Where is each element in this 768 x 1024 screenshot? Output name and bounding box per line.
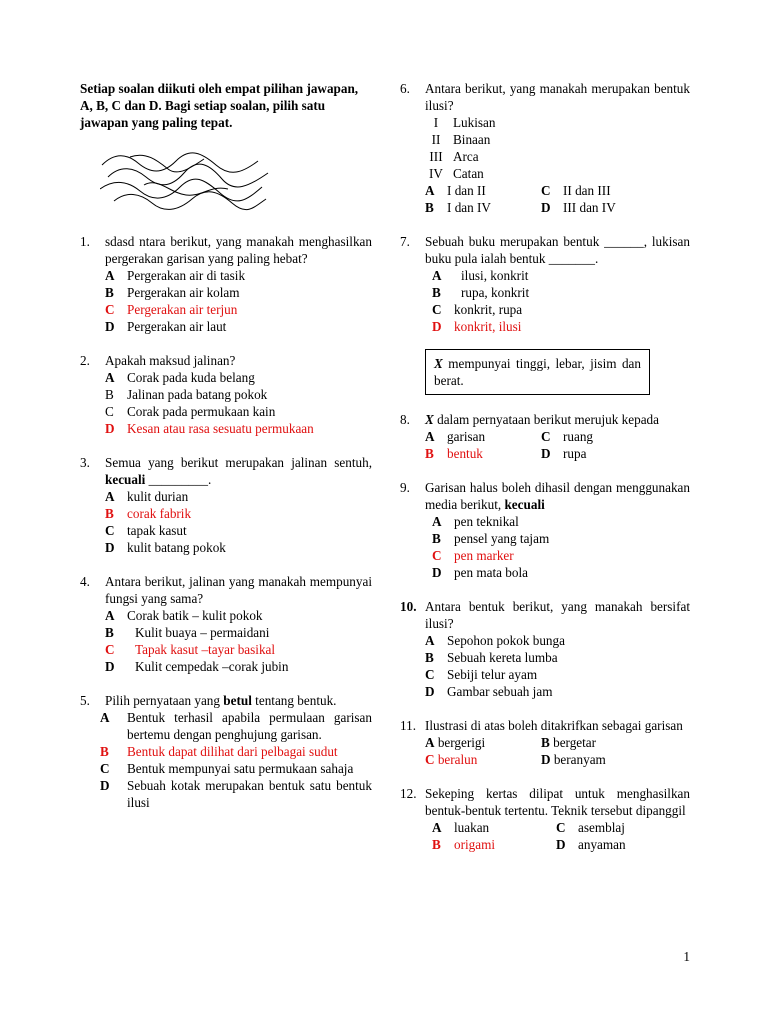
question-number: 3. [80, 455, 90, 470]
option-c-answer[interactable]: C Pergerakan air terjun [105, 302, 238, 317]
question-number: 8. [400, 412, 410, 427]
question-text: Ilustrasi di atas boleh ditakrifkan sebagai garisan [425, 718, 683, 733]
option-b[interactable]: B pensel yang tajam [432, 531, 550, 546]
question-text: Pilih pernyataan yang betul tentang bentuk. [105, 693, 337, 708]
question-number: 10. [400, 599, 417, 614]
question-text: Sebuah buku merupakan bentuk ______, lukisan buku pula ialah bentuk _______. [425, 234, 690, 266]
wavy-lines-illustration [100, 151, 270, 211]
question-6 [400, 80, 690, 216]
option-b-answer[interactable]: B Bentuk dapat dilihat dari pelbagai sudut [100, 744, 338, 759]
question-3 [80, 454, 372, 556]
roman-item: I Lukisan [433, 115, 496, 130]
option-d[interactable]: D Pergerakan air laut [105, 319, 227, 334]
option-d[interactable]: D kulit batang pokok [105, 540, 226, 555]
option-a[interactable]: A I dan II [425, 183, 486, 198]
option-a[interactable]: A Sepohon pokok bunga [425, 633, 565, 648]
question-text: sdasd ntara berikut, yang manakah menghasilkan pergerakan garisan yang paling hebat? [105, 234, 372, 266]
option-a[interactable]: A pen teknikal [432, 514, 519, 529]
option-c[interactable]: C asemblaj [556, 820, 625, 835]
option-a[interactable]: A bergerigi [425, 735, 486, 750]
instructions: Setiap soalan diikuti oleh empat pilihan jawapan, A, B, C dan D. Bagi setiap soalan, pilih satu jawapan yang paling tepat. [80, 81, 359, 130]
question-number: 5. [80, 693, 90, 708]
option-c-answer[interactable]: C pen marker [432, 548, 514, 563]
option-c[interactable]: C konkrit, rupa [432, 302, 523, 317]
option-a[interactable]: A ilusi, konkrit [432, 268, 529, 283]
question-number: 11. [400, 718, 416, 733]
question-text: Antara berikut, jalinan yang manakah mempunyai fungsi yang sama? [105, 574, 372, 606]
option-b[interactable]: B Sebuah kereta lumba [425, 650, 558, 665]
option-d-answer[interactable]: D Kesan atau rasa sesuatu permukaan [105, 421, 314, 436]
question-10 [400, 598, 690, 700]
option-d[interactable]: D beranyam [541, 752, 606, 767]
option-d[interactable]: D anyaman [556, 837, 626, 852]
option-c[interactable]: C Bentuk mempunyai satu permukaan sahaja [100, 761, 354, 776]
question-5 [80, 692, 372, 811]
question-number: 12. [400, 786, 417, 801]
option-b[interactable]: B Pergerakan air kolam [105, 285, 240, 300]
option-b-answer[interactable]: B corak fabrik [105, 506, 192, 521]
definition-box: X mempunyai tinggi, lebar, jisim dan berat. [425, 349, 650, 395]
option-b[interactable]: B rupa, konkrit [432, 285, 530, 300]
option-b[interactable]: B I dan IV [425, 200, 491, 215]
option-b[interactable]: B Kulit buaya – permaidani [105, 625, 270, 640]
question-2 [80, 352, 372, 437]
roman-item: II Binaan [431, 132, 491, 147]
option-b[interactable]: B Jalinan pada batang pokok [105, 387, 268, 402]
option-d[interactable]: D Kulit cempedak –corak jubin [105, 659, 289, 674]
option-b-answer[interactable]: B bentuk [425, 446, 483, 461]
option-c-answer[interactable]: C beralun [425, 752, 478, 767]
question-text: Antara berikut, yang manakah merupakan bentuk ilusi? [425, 81, 690, 113]
question-number: 9. [400, 480, 410, 495]
question-text: Sekeping kertas dilipat untuk menghasilkan bentuk-bentuk tertentu. Teknik tersebut dipanggil [425, 786, 690, 818]
option-c[interactable]: C tapak kasut [105, 523, 187, 538]
question-text: Semua yang berikut merupakan jalinan sentuh, kecuali _________. [105, 455, 372, 487]
option-a[interactable]: A kulit durian [105, 489, 189, 504]
right-column [400, 80, 690, 870]
question-11 [400, 717, 690, 768]
option-d[interactable]: D pen mata bola [432, 565, 528, 580]
roman-item: IV Catan [429, 166, 484, 181]
option-d[interactable]: D Sebuah kotak merupakan bentuk satu bentuk ilusi [100, 778, 372, 810]
page-number: 1 [683, 949, 690, 964]
option-b-answer[interactable]: B origami [432, 837, 496, 852]
option-c[interactable]: C Corak pada permukaan kain [105, 404, 276, 419]
question-1 [80, 233, 372, 335]
option-a[interactable]: A luakan [432, 820, 490, 835]
option-c[interactable]: C II dan III [541, 183, 611, 198]
question-text: Apakah maksud jalinan? [105, 353, 236, 368]
option-c-answer[interactable]: C Tapak kasut –tayar basikal [105, 642, 276, 657]
question-number: 1. [80, 234, 90, 249]
roman-item: III Arca [429, 149, 479, 164]
question-number: 2. [80, 353, 90, 368]
left-column [80, 80, 372, 828]
option-d-answer[interactable]: D konkrit, ilusi [432, 319, 522, 334]
question-text: X dalam pernyataan berikut merujuk kepada [425, 412, 659, 427]
question-text: Garisan halus boleh dihasil dengan menggunakan media berikut, kecuali [425, 480, 690, 512]
option-a[interactable]: A Pergerakan air di tasik [105, 268, 246, 283]
option-d[interactable]: D Gambar sebuah jam [425, 684, 553, 699]
question-4 [80, 573, 372, 675]
question-number: 7. [400, 234, 410, 249]
option-d[interactable]: D III dan IV [541, 200, 616, 215]
option-a[interactable]: A Corak pada kuda belang [105, 370, 255, 385]
question-number: 4. [80, 574, 90, 589]
question-number: 6. [400, 81, 410, 96]
option-a[interactable]: A garisan [425, 429, 486, 444]
question-12 [400, 785, 690, 853]
option-a[interactable]: A Corak batik – kulit pokok [105, 608, 263, 623]
option-d[interactable]: D rupa [541, 446, 587, 461]
option-c[interactable]: C ruang [541, 429, 594, 444]
question-7 [400, 233, 690, 335]
question-text: Antara bentuk berikut, yang manakah bersifat ilusi? [425, 599, 690, 631]
option-c[interactable]: C Sebiji telur ayam [425, 667, 538, 682]
option-a[interactable]: A Bentuk terhasil apabila permulaan garisan bertemu dengan penghujung garisan. [100, 710, 372, 742]
question-9 [400, 479, 690, 581]
question-8 [400, 411, 690, 462]
option-b[interactable]: B bergetar [541, 735, 597, 750]
